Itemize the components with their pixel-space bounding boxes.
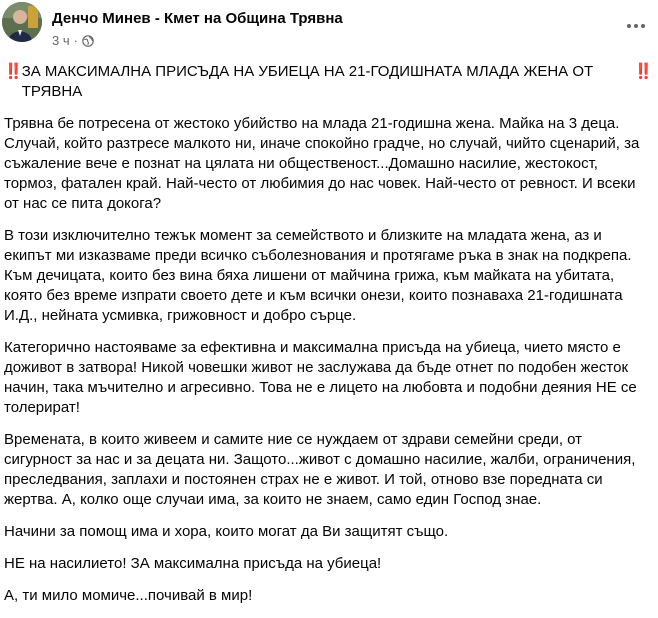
post-meta [52, 33, 94, 48]
globe-icon[interactable] [82, 35, 94, 47]
author-avatar[interactable] [2, 2, 42, 42]
more-horizontal-icon [627, 24, 631, 28]
post-body [4, 62, 652, 618]
post-paragraph: Начини за помощ има и хора, които могат да Ви защитят също. [4, 523, 449, 540]
double-exclamation-icon: ‼️ [634, 63, 652, 80]
post-paragraph: Категорично настояваме за ефективна и максимална присъда на убиеца, чието място е доживот в затвора! Никой човешки живот не заслужава да бъде отнет по подобен жесток начин, така мъчително и агресивно. Това не е лицето на любовта и подобни деяния НЕ се толерират! [4, 339, 637, 416]
more-horizontal-icon-dot [634, 24, 638, 28]
post-paragraph: Трявна бе потресена от жестоко убийство на млада 21-годишна жена. Майка на 3 деца. Случай, който разтресе малкото ни, иначе спокойно градче, но случай, чийто сценарий, за съжаление вече е познат на цялата ни общественост...Домашно насилие, жестокост, тормоз, фатален край. Най-често от любимия до нас човек. Най-често от ревност. И всеки от нас се пита докога? [4, 115, 640, 212]
post-headline [4, 62, 652, 102]
post-timestamp[interactable]: 3 ч [52, 33, 70, 48]
post-header [0, 0, 658, 58]
post-paragraph: В този изключително тежък момент за семейството и близките на младата жена, аз и екипът ми изказваме преди всичко съболезнования и протягаме ръка в знак на подкрепа. Към дечицата, които без вина бяха лишени от майчина грижа, към майката на убитата, която без време изпрати своето дете и към всички онези, които познаваха 21-годишната И.Д., нейната усмивка, грижовност и добро сърце. [4, 227, 632, 324]
post-paragraph: НЕ на насилието! ЗА максимална присъда на убиеца! [4, 555, 382, 572]
post-paragraph: А, ти мило момиче...почивай в мир! [4, 587, 253, 604]
more-horizontal-icon-dot [641, 24, 645, 28]
meta-separator: · [73, 33, 78, 48]
double-exclamation-icon: ‼️ [4, 63, 22, 80]
more-options-button[interactable] [622, 16, 650, 36]
post-paragraph: Времената, в които живеем и самите ние се нуждаем от здрави семейни среди, от сигурност за нас и за децата ни. Защото...живот с домашно насилие, жалби, ограничения, преследвания, заплахи и постоянен страх не е живот. И той, отново взе поредната си жертва. А, колко още случаи има, за които не знаем, само един Господ знае. [4, 431, 636, 508]
author-name[interactable]: Денчо Минев - Кмет на Община Трявна [52, 10, 343, 27]
avatar-image [2, 2, 42, 42]
headline-text: ЗА МАКСИМАЛНА ПРИСЪДА НА УБИЕЦА НА 21-ГОДИШНАТА МЛАДА ЖЕНА ОТ ТРЯВНА [21, 63, 594, 100]
